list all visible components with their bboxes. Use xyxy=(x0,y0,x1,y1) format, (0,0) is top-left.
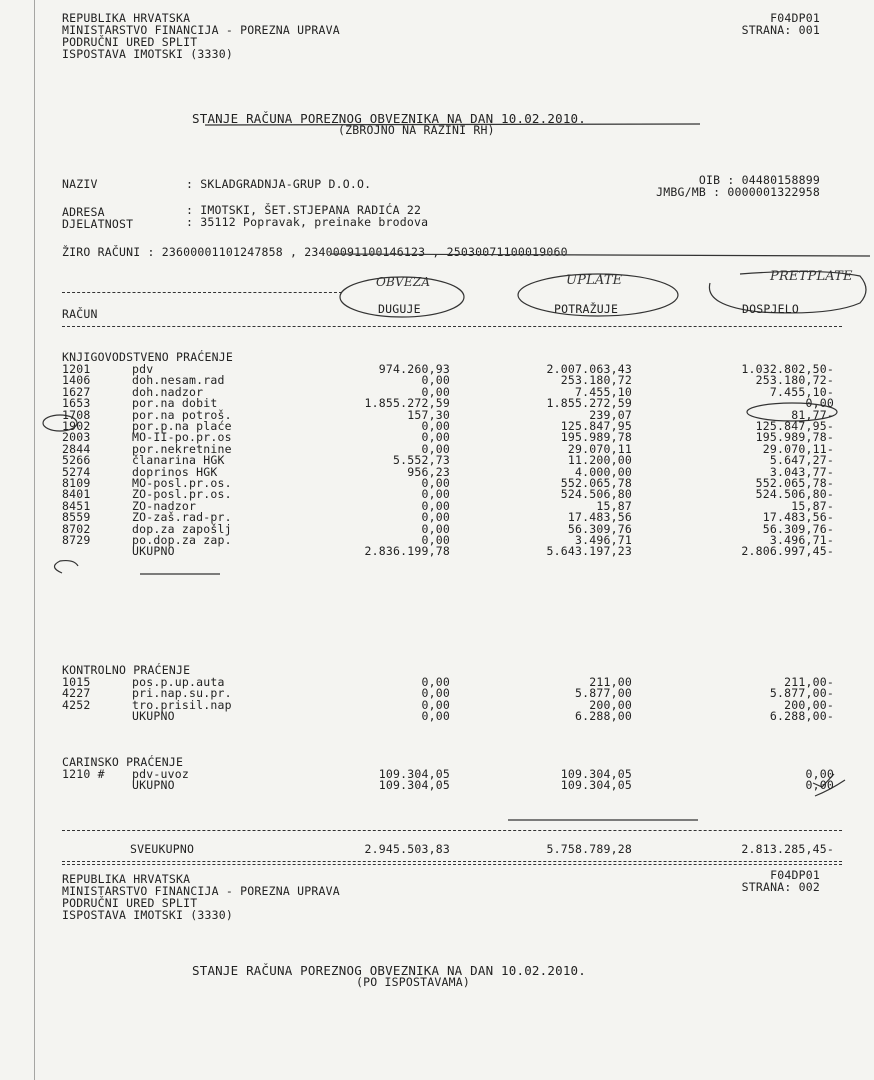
row-dospjelo: 1.032.802,50- xyxy=(741,362,834,376)
row-dospjelo: 29.070,11- xyxy=(762,441,834,456)
header-line-1: REPUBLIKA HRVATSKA xyxy=(62,11,191,25)
row-duguje: 0,00 xyxy=(421,697,450,712)
grand-total-duguje: 2.945.503,83 xyxy=(364,842,450,856)
djelatnost-value: : 35112 Popravak, preinake brodova xyxy=(186,215,429,229)
row-duguje: 0,00 xyxy=(421,487,450,502)
header-line-2: MINISTARSTVO FINANCIJA - POREZNA UPRAVA xyxy=(62,23,340,37)
row-dospjelo: 200,00- xyxy=(784,697,834,712)
grand-total-rule-2 xyxy=(62,864,842,865)
row-dospjelo: 253.180,72- xyxy=(755,373,834,388)
p2-header-line-3: PODRUČNI URED SPLIT xyxy=(62,896,198,910)
row-potrazuje: 29.070,11 xyxy=(567,441,632,456)
grand-total-dospjelo: 2.813.285,45- xyxy=(741,842,834,856)
p2-header-line-4: ISPOSTAVA IMOTSKI (3330) xyxy=(62,908,233,922)
row-name: por.na dobit xyxy=(132,396,218,411)
row-dospjelo: 5.877,00- xyxy=(769,686,834,701)
section-title: CARINSKO PRAĆENJE xyxy=(62,755,184,769)
row-duguje: 0,00 xyxy=(421,675,450,689)
row-dospjelo: 0,00 xyxy=(805,767,834,781)
row-name: MO-posl.pr.os. xyxy=(132,476,232,490)
row-name: dop.za zapošlj xyxy=(132,521,232,536)
row-potrazuje: 524.506,80 xyxy=(560,487,632,502)
row-name: doh.nesam.rad xyxy=(132,373,225,388)
section-total-dospjelo: 6.288,00- xyxy=(769,709,834,724)
row-name: pdv xyxy=(132,362,154,376)
row-code: 2844 xyxy=(62,441,91,456)
header-rule-bottom xyxy=(62,326,842,327)
col-racun: RAČUN xyxy=(62,307,98,321)
grand-total-potrazuje: 5.758.789,28 xyxy=(546,842,632,856)
row-code: 1210 # xyxy=(62,767,105,781)
row-potrazuje: 15,87 xyxy=(596,498,632,513)
page-subtitle: (ZBROJNO NA RAZINI RH) xyxy=(338,123,495,137)
row-name: MO-II-po.pr.os xyxy=(132,430,232,445)
section-title: KONTROLNO PRAĆENJE xyxy=(62,663,191,677)
section-total-potrazuje: 109.304,05 xyxy=(560,778,632,793)
row-code: 1015 xyxy=(62,675,91,689)
section-total-label: UKUPNO xyxy=(132,709,175,724)
row-dospjelo: 3.043,77- xyxy=(769,464,834,479)
row-duguje: 157,30 xyxy=(407,407,450,422)
row-dospjelo: 56.309,76- xyxy=(762,521,834,536)
row-name: doprinos HGK xyxy=(132,464,218,479)
row-duguje: 0,00 xyxy=(421,686,450,701)
annotation-uplate: UPLATE xyxy=(566,273,623,288)
ziro-racuni: ŽIRO RAČUNI : 23600001101247858 , 23400091100146123 , 25030071100019060 xyxy=(62,245,568,259)
djelatnost-label: DJELATNOST xyxy=(62,217,134,231)
row-dospjelo: 7.455,10- xyxy=(769,384,834,399)
row-code: 1902 xyxy=(62,419,91,433)
grand-total-rule-top xyxy=(62,830,842,831)
row-dospjelo: 552.065,78- xyxy=(755,476,834,490)
row-code: 1708 xyxy=(62,407,91,422)
section-total-label: UKUPNO xyxy=(132,544,175,559)
row-code: 8451 xyxy=(62,498,91,513)
row-dospjelo: 17.483,56- xyxy=(762,510,834,525)
row-dospjelo: 125.847,95- xyxy=(755,419,834,433)
annotation-obveza: OBVEZA xyxy=(376,275,431,289)
row-duguje: 5.552,73 xyxy=(393,453,450,468)
row-name: ZO-nadzor xyxy=(132,498,197,513)
page-title: STANJE RAČUNA POREZNOG OBVEZNIKA NA DAN 10.02.2010. xyxy=(192,111,587,126)
annotation-pretplate: PRETPLATE xyxy=(770,269,853,284)
row-name: ZO-zaš.rad-pr. xyxy=(132,510,232,525)
row-duguje: 0,00 xyxy=(421,533,450,547)
row-name: ZO-posl.pr.os. xyxy=(132,487,232,502)
row-name: pos.p.up.auta xyxy=(132,675,225,689)
row-name: članarina HGK xyxy=(132,453,225,468)
row-code: 8109 xyxy=(62,476,91,490)
row-name: doh.nadzor xyxy=(132,384,204,399)
row-dospjelo: 5.647,27- xyxy=(769,453,834,468)
row-dospjelo: 81,77- xyxy=(791,407,834,422)
row-code: 4227 xyxy=(62,686,91,701)
section-title: KNJIGOVODSTVENO PRAĆENJE xyxy=(62,350,233,364)
row-potrazuje: 56.309,76 xyxy=(567,521,632,536)
row-duguje: 0,00 xyxy=(421,430,450,445)
p2-header-line-2: MINISTARSTVO FINANCIJA - POREZNA UPRAVA xyxy=(62,884,340,898)
naziv-value: : SKLADGRADNJA-GRUP D.O.O. xyxy=(186,177,372,191)
col-dospjelo: DOSPJELO xyxy=(742,302,799,316)
row-code: 8401 xyxy=(62,487,91,502)
row-code: 5266 xyxy=(62,453,91,468)
header-rule-left xyxy=(62,292,342,293)
row-potrazuje: 552.065,78 xyxy=(560,476,632,490)
row-duguje: 956,23 xyxy=(407,464,450,479)
row-potrazuje: 5.877,00 xyxy=(575,686,632,701)
section-total-duguje: 0,00 xyxy=(421,709,450,724)
row-dospjelo: 3.496,71- xyxy=(769,533,834,547)
col-potrazuje: POTRAŽUJE xyxy=(554,302,619,316)
row-potrazuje: 109.304,05 xyxy=(560,767,632,781)
section-total-duguje: 2.836.199,78 xyxy=(364,544,450,559)
row-name: por.p.na plaće xyxy=(132,419,232,433)
row-name: tro.prisil.nap xyxy=(132,697,232,712)
row-code: 8729 xyxy=(62,533,91,547)
row-potrazuje: 2.007.063,43 xyxy=(546,362,632,376)
row-dospjelo: 195.989,78- xyxy=(755,430,834,445)
section-total-dospjelo: 0,00 xyxy=(805,778,834,793)
row-duguje: 974.260,93 xyxy=(378,362,450,376)
row-duguje: 0,00 xyxy=(421,384,450,399)
section-total-duguje: 109.304,05 xyxy=(378,778,450,793)
row-potrazuje: 1.855.272,59 xyxy=(546,396,632,411)
jmbg: JMBG/MB : 0000001322958 xyxy=(656,185,820,199)
row-code: 8702 xyxy=(62,521,91,536)
header-line-3: PODRUČNI URED SPLIT xyxy=(62,35,198,49)
adresa-value: : IMOTSKI, ŠET.STJEPANA RADIĆA 22 xyxy=(186,203,422,217)
row-code: 2003 xyxy=(62,430,91,445)
row-name: por.nekretnine xyxy=(132,441,232,456)
row-dospjelo: 0,00 xyxy=(805,396,834,411)
row-potrazuje: 200,00 xyxy=(589,697,632,712)
row-potrazuje: 3.496,71 xyxy=(575,533,632,547)
row-code: 5274 xyxy=(62,464,91,479)
p2-page-title: STANJE RAČUNA POREZNOG OBVEZNIKA NA DAN 10.02.2010. xyxy=(192,963,587,978)
row-potrazuje: 125.847,95 xyxy=(560,419,632,433)
form-code: F04DP01 xyxy=(770,11,820,25)
row-code: 1201 xyxy=(62,362,91,376)
row-duguje: 0,00 xyxy=(421,419,450,433)
row-potrazuje: 11.200,00 xyxy=(567,453,632,468)
section-total-dospjelo: 2.806.997,45- xyxy=(741,544,834,559)
page-number: STRANA: 001 xyxy=(741,23,820,37)
row-potrazuje: 239,07 xyxy=(589,407,632,422)
row-name: por.na potroš. xyxy=(132,407,232,422)
section-total-potrazuje: 6.288,00 xyxy=(575,709,632,724)
row-potrazuje: 17.483,56 xyxy=(567,510,632,525)
row-potrazuje: 211,00 xyxy=(589,675,632,689)
section-total-label: UKUPNO xyxy=(132,778,175,793)
row-dospjelo: 211,00- xyxy=(784,675,834,689)
header-line-4: ISPOSTAVA IMOTSKI (3330) xyxy=(62,47,233,61)
row-name: pdv-uvoz xyxy=(132,767,189,781)
row-potrazuje: 253.180,72 xyxy=(560,373,632,388)
row-dospjelo: 524.506,80- xyxy=(755,487,834,502)
row-potrazuje: 4.000,00 xyxy=(575,464,632,479)
row-dospjelo: 15,87- xyxy=(791,498,834,513)
row-duguje: 0,00 xyxy=(421,441,450,456)
row-name: pri.nap.su.pr. xyxy=(132,686,232,701)
row-duguje: 109.304,05 xyxy=(378,767,450,781)
adresa-label: ADRESA xyxy=(62,205,105,219)
grand-total-rule-1 xyxy=(62,861,842,862)
row-code: 1627 xyxy=(62,384,91,399)
row-duguje: 0,00 xyxy=(421,373,450,388)
oib: OIB : 04480158899 xyxy=(698,173,820,187)
col-duguje: DUGUJE xyxy=(378,302,421,316)
row-duguje: 0,00 xyxy=(421,476,450,490)
row-potrazuje: 195.989,78 xyxy=(560,430,632,445)
p2-form-code: F04DP01 xyxy=(770,868,820,882)
row-code: 1406 xyxy=(62,373,91,388)
section-total-potrazuje: 5.643.197,23 xyxy=(546,544,632,559)
row-code: 8559 xyxy=(62,510,91,525)
row-name: po.dop.za zap. xyxy=(132,533,232,547)
naziv-label: NAZIV xyxy=(62,177,98,191)
row-duguje: 0,00 xyxy=(421,510,450,525)
row-duguje: 1.855.272,59 xyxy=(364,396,450,411)
row-code: 1653 xyxy=(62,396,91,411)
grand-total-label: SVEUKUPNO xyxy=(130,842,195,856)
row-duguje: 0,00 xyxy=(421,498,450,513)
p2-header-line-1: REPUBLIKA HRVATSKA xyxy=(62,872,191,886)
row-duguje: 0,00 xyxy=(421,521,450,536)
row-potrazuje: 7.455,10 xyxy=(575,384,632,399)
row-code: 4252 xyxy=(62,697,91,712)
p2-page-number: STRANA: 002 xyxy=(741,880,820,894)
p2-page-subtitle: (PO ISPOSTAVAMA) xyxy=(356,975,470,989)
